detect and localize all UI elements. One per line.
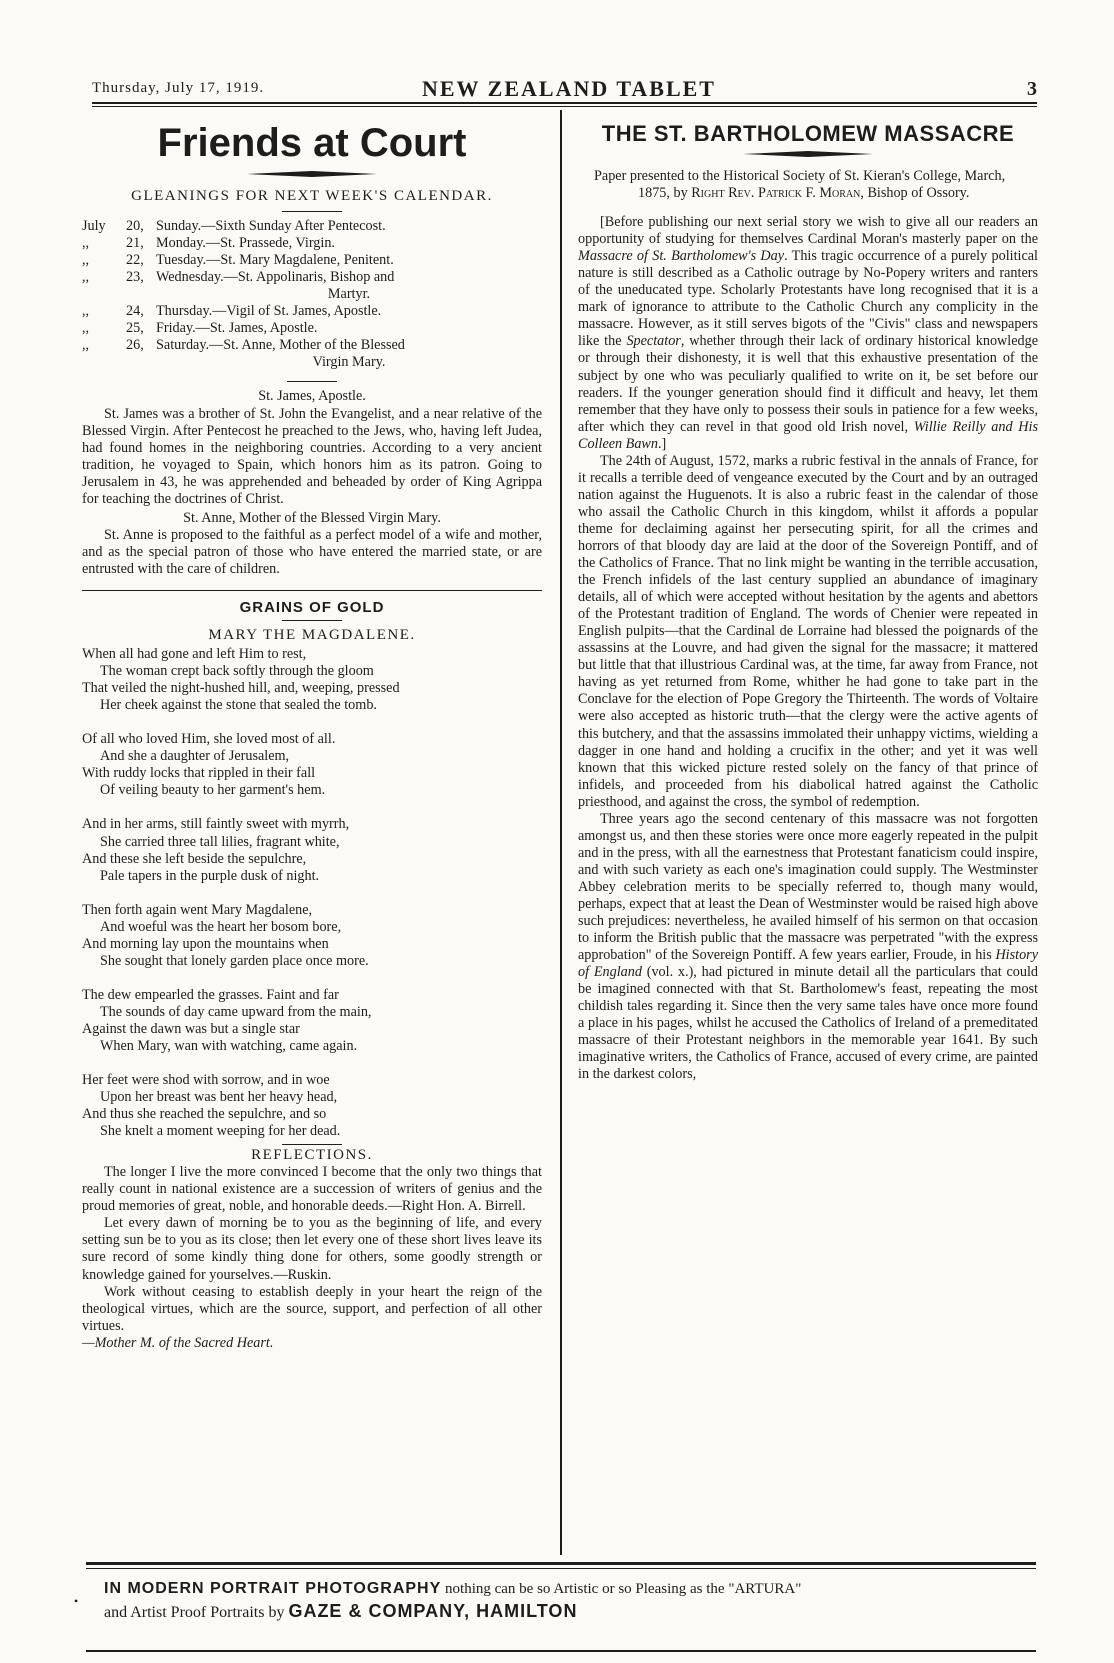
st-james-heading: St. James, Apostle. (258, 388, 366, 405)
reflection-paragraph (82, 1284, 542, 1352)
calendar-feast: Saturday.—St. Anne, Mother of the Blessed (156, 337, 405, 354)
poem-line: And these she left beside the sepulchre, (82, 850, 307, 867)
ornamental-rule (743, 150, 873, 158)
calendar-text (156, 235, 542, 252)
page-number: 3 (1027, 78, 1037, 100)
reflections-heading: REFLECTIONS. (251, 1147, 373, 1164)
poem-line: And morning lay upon the mountains when (82, 935, 329, 952)
short-rule (287, 381, 337, 382)
calendar-entry (82, 218, 542, 235)
calendar-list (82, 218, 542, 371)
article-paragraph: The 24th of August, 1572, marks a rubric festival in the annals of France, for it recalls a terrible deed of vengeance executed by the Court and by an outraged nation against the Huguenots. It is also a rubric feast in the calendar of those who assail the Catholic Church in this kingdom, whilst it affords a popular theme for declaiming against her persecuting spirit, for all the crimes and horrors of that bloody day are laid at the door of the Sovereign Pontiff, and of the Catholics of France. That no link might be wanting in the terrible accusation, the French infidels of the last century supplied an abundance of imaginary details, all of which were accepted without hesitation by the agents and abettors of the Protestant tradition of England. The words of Chenier were repeated in English pulpits—that the Cardinal de Lorraine had blessed the poignards of the assassins at the Louvre, and had given the signal for the massacre; it mattered but little that that illustrious Cardinal was, at the time, far away from France, not having as yet returned from Rome, whither he had gone to take part in the Conclave for the election of Pope Gregory the Thirteenth. The words of Voltaire were also accepted as historic truth—that the clergy were the active agents of this butchery, and that the assassins immolated their unhappy victims, wielding a dagger in one hand and holding a crucifix in the other; and yet it was well known that this wicked picture rested solely on the fancy of that prince of infidels, and proceeded from his diabolical hatred against the Catholic priesthood, and against the cross, the symbol of redemption. (578, 452, 1038, 810)
calendar-text (156, 269, 542, 303)
calendar-day: 25, (126, 320, 144, 337)
poem-stanza (82, 902, 542, 970)
calendar-feast: Wednesday.—St. Appolinaris, Bishop and (156, 269, 395, 286)
calendar-day: 26, (126, 337, 144, 354)
calendar-entry (82, 320, 542, 337)
poem (82, 646, 542, 1140)
calendar-feast: Monday.—St. Prassede, Virgin. (156, 235, 335, 252)
calendar-month: ,, (82, 269, 90, 286)
ad-headline: IN MODERN PORTRAIT PHOTOGRAPHY (104, 1580, 442, 1597)
byline-text: , Bishop of Ossory. (860, 185, 970, 202)
poem-line: The sounds of day came upward from the main, (100, 1003, 372, 1020)
calendar-month: ,, (82, 320, 90, 337)
poem-stanza (82, 1072, 542, 1140)
intro-novel-italic: Willie Reilly and His Colleen Bawn (578, 418, 1038, 452)
poem-line: When all had gone and left Him to rest, (82, 646, 307, 663)
issue-date: Thursday, July 17, 1919. (92, 80, 265, 96)
calendar-feast: Sunday.—Sixth Sunday After Pentecost. (156, 218, 386, 235)
poem-line: And in her arms, still faintly sweet with myrrh, (82, 816, 350, 833)
poem-title: MARY THE MAGDALENE. (208, 627, 416, 644)
poem-line: When Mary, wan with watching, came again. (100, 1037, 358, 1054)
poem-line: And thus she reached the sepulchre, and so (82, 1106, 327, 1123)
poem-line: Her feet were shod with sorrow, and in woe (82, 1072, 330, 1089)
article-paragraph (578, 811, 1038, 1084)
intro-text: .] (658, 435, 667, 452)
ad-company: GAZE & COMPANY, HAMILTON (288, 1601, 578, 1621)
calendar-feast: Friday.—St. James, Apostle. (156, 320, 318, 337)
ad-line-2 (104, 1600, 1034, 1624)
footer-rule (86, 1650, 1036, 1652)
intro-text: , whether through their lack of ordinary historical knowledge or through their dishonesty, it is well that this exhaustive presentation of the subject by one who was peculiarly qualified to write on it, be set before our readers. If the younger generation should find it difficult and heavy, let them remember that they have only to possess their souls in patience for a few weeks, after which they can revel in that good old Irish novel, (578, 333, 1039, 435)
intro-text: [Before publishing our next serial story we wish to give all our readers an opportunity of studying for themselves Cardinal Moran's masterly paper on the (578, 214, 1038, 248)
calendar-entry (82, 337, 542, 371)
calendar-day: 22, (126, 252, 144, 269)
calendar-entry (82, 269, 542, 303)
editorial-intro (578, 214, 1038, 453)
calendar-feast-cont: Virgin Mary. (312, 354, 386, 371)
ad-text: and Artist Proof Portraits by (104, 1604, 289, 1621)
calendar-entry (82, 252, 542, 269)
poem-line: And she a daughter of Jerusalem, (100, 748, 290, 765)
ornamental-rule (247, 170, 377, 178)
poem-stanza (82, 646, 542, 714)
intro-text: . This tragic occurrence of a purely political nature is still described as a Catholic outrage by No-Popery writers and ranters of the uneducated type. Scholarly Protestants have long recognised that it is a mark of ignorance to attribute to the Catholic Church any complicity in the massacre. However, as it still serves bigots of the "Civis" class and newspapers like the (578, 248, 1038, 350)
reflection-attribution: —Mother M. of the Sacred Heart. (82, 1334, 274, 1351)
calendar-feast: Thursday.—Vigil of St. James, Apostle. (156, 303, 382, 320)
poem-line: With ruddy locks that rippled in their fall (82, 765, 316, 782)
header-rule (92, 106, 1037, 107)
grains-of-gold-heading: GRAINS OF GOLD (239, 598, 385, 616)
reflection-paragraph: The longer I live the more convinced I become that the only two things that really count in national existence are a succession of writers of genius and the proud memories of great, noble, and honorable deeds.—Right Hon. A. Birrell. (82, 1164, 542, 1215)
calendar-month: ,, (82, 252, 90, 269)
poem-line: Upon her breast was bent her heavy head, (100, 1089, 338, 1106)
calendar-feast-cont: Martyr. (327, 286, 371, 303)
poem-line: The woman crept back softly through the gloom (100, 663, 374, 680)
poem-line: Pale tapers in the purple dusk of night. (100, 867, 320, 884)
footer-rule (86, 1568, 1036, 1569)
masthead: NEW ZEALAND TABLET (422, 76, 716, 101)
poem-stanza (82, 987, 542, 1055)
calendar-text (156, 320, 542, 337)
poem-line: She knelt a moment weeping for her dead. (100, 1123, 341, 1140)
calendar-text (156, 303, 542, 320)
bullet-icon: • (74, 1594, 79, 1608)
calendar-day: 23, (126, 269, 144, 286)
left-column (82, 110, 542, 1352)
calendar-text (156, 252, 542, 269)
section-rule (82, 590, 542, 591)
short-rule (282, 620, 342, 621)
intro-spectator-italic: Spectator (626, 333, 681, 350)
article-text: (vol. x.), had pictured in minute detail all the particulars that could be imagined connected with that St. Bartholomew's feast, repeating the most childish tales regarding it. Since then the very same tales have once more found a place in his pages, whilst he accused the Catholics of Ireland of a premeditated massacre of their Protestant neighbors in the memorable year 1641. By such imaginative writers, the Catholics of France, accused of every crime, are painted in the darkest colors, (578, 964, 1038, 1083)
calendar-subtitle: GLEANINGS FOR NEXT WEEK'S CALENDAR. (131, 188, 493, 204)
byline-author: Right Rev. Patrick F. Moran (691, 185, 861, 202)
article-book-italic: History of England (578, 947, 1038, 981)
short-rule (282, 1144, 342, 1145)
calendar-text (156, 218, 542, 235)
section-title-massacre: THE ST. BARTHOLOMEW MASSACRE (601, 121, 1015, 146)
calendar-month: ,, (82, 303, 90, 320)
calendar-text (156, 337, 542, 371)
poem-line: She sought that lonely garden place once more. (100, 952, 369, 969)
poem-line: Of all who loved Him, she loved most of all. (82, 731, 336, 748)
poem-stanza (82, 816, 542, 884)
article-text: Three years ago the second centenary of this massacre was not forgotten amongst us, and then these stories were once more eagerly repeated in the pulpit and in the press, with all the earnestness that Protestant fanaticism could inspire, and with such variety as each one's imagination could supply. The Westminster Abbey celebration merits to be specially referred to, though many would, perhaps, expect that at least the Dean of Westminster would be raised high above such prejudices: nevertheless, he availed himself of his sermon on that occasion to inform the British public that the massacre was perpetrated "with the express approbation" of the Sovereign Pontiff. A few years earlier, Froude, in his (578, 810, 1038, 964)
poem-line: And woeful was the heart her bosom bore, (100, 918, 342, 935)
calendar-day: 24, (126, 303, 144, 320)
footer-rule (86, 1562, 1036, 1565)
column-divider (560, 110, 562, 1555)
calendar-feast: Tuesday.—St. Mary Magdalene, Penitent. (156, 252, 394, 269)
ad-text: nothing can be so Artistic or so Pleasing as the "ARTURA" (441, 1581, 802, 1597)
poem-line: Her cheek against the stone that sealed the tomb. (100, 697, 377, 714)
poem-stanza (82, 731, 542, 799)
poem-line: That veiled the night-hushed hill, and, weeping, pressed (82, 680, 400, 697)
st-anne-paragraph: St. Anne is proposed to the faithful as a perfect model of a wife and mother, and as the special patron of those who have entered the married state, or are entrusted with the care of children. (82, 526, 542, 577)
poem-line: Of veiling beauty to her garment's hem. (100, 782, 326, 799)
calendar-month: ,, (82, 235, 90, 252)
right-column (578, 110, 1038, 1083)
calendar-month: July (82, 218, 106, 235)
calendar-day: 21, (126, 235, 144, 252)
calendar-month: ,, (82, 337, 90, 354)
reflection-paragraph: Let every dawn of morning be to you as the beginning of life, and every setting sun be to you as its close; then let every one of these short lives leave its sure record of some kindly thing done for others, some goodly strength or knowledge gained for yourselves.—Ruskin. (82, 1215, 542, 1283)
calendar-day: 20, (126, 218, 144, 235)
poem-line: Then forth again went Mary Magdalene, (82, 901, 313, 918)
intro-title-italic: Massacre of St. Bartholomew's Day (578, 248, 785, 265)
ad-line-1 (104, 1578, 1034, 1600)
advertisement (74, 1578, 1034, 1624)
section-title-friends-at-court: Friends at Court (157, 121, 467, 165)
poem-line: She carried three tall lilies, fragrant white, (100, 833, 340, 850)
calendar-entry (82, 235, 542, 252)
poem-line: The dew empearled the grasses. Faint and far (82, 986, 339, 1003)
byline-text: Paper presented to the Historical Society of St. Kieran's College, March, 1875, by (594, 168, 1006, 202)
byline (578, 168, 1038, 202)
calendar-entry (82, 303, 542, 320)
poem-line: Against the dawn was but a single star (82, 1020, 300, 1037)
st-james-paragraph: St. James was a brother of St. John the Evangelist, and a near relative of the Blessed Virgin. After Pentecost he preached to the Jews, who, having left Judea, had found homes in the neighboring countries. According to a very ancient tradition, he voyaged to Spain, which honors him as its patron. Going to Jerusalem in 43, he was apprehended and beheaded by order of King Agrippa for teaching the doctrines of Christ. (82, 405, 542, 507)
page-header (92, 76, 1037, 104)
st-anne-heading: St. Anne, Mother of the Blessed Virgin Mary. (183, 509, 441, 526)
reflection-text: Work without ceasing to establish deeply in your heart the reign of the theological virtues, which are the source, support, and perfection of all other virtues. (82, 1283, 542, 1334)
short-rule (282, 211, 342, 212)
